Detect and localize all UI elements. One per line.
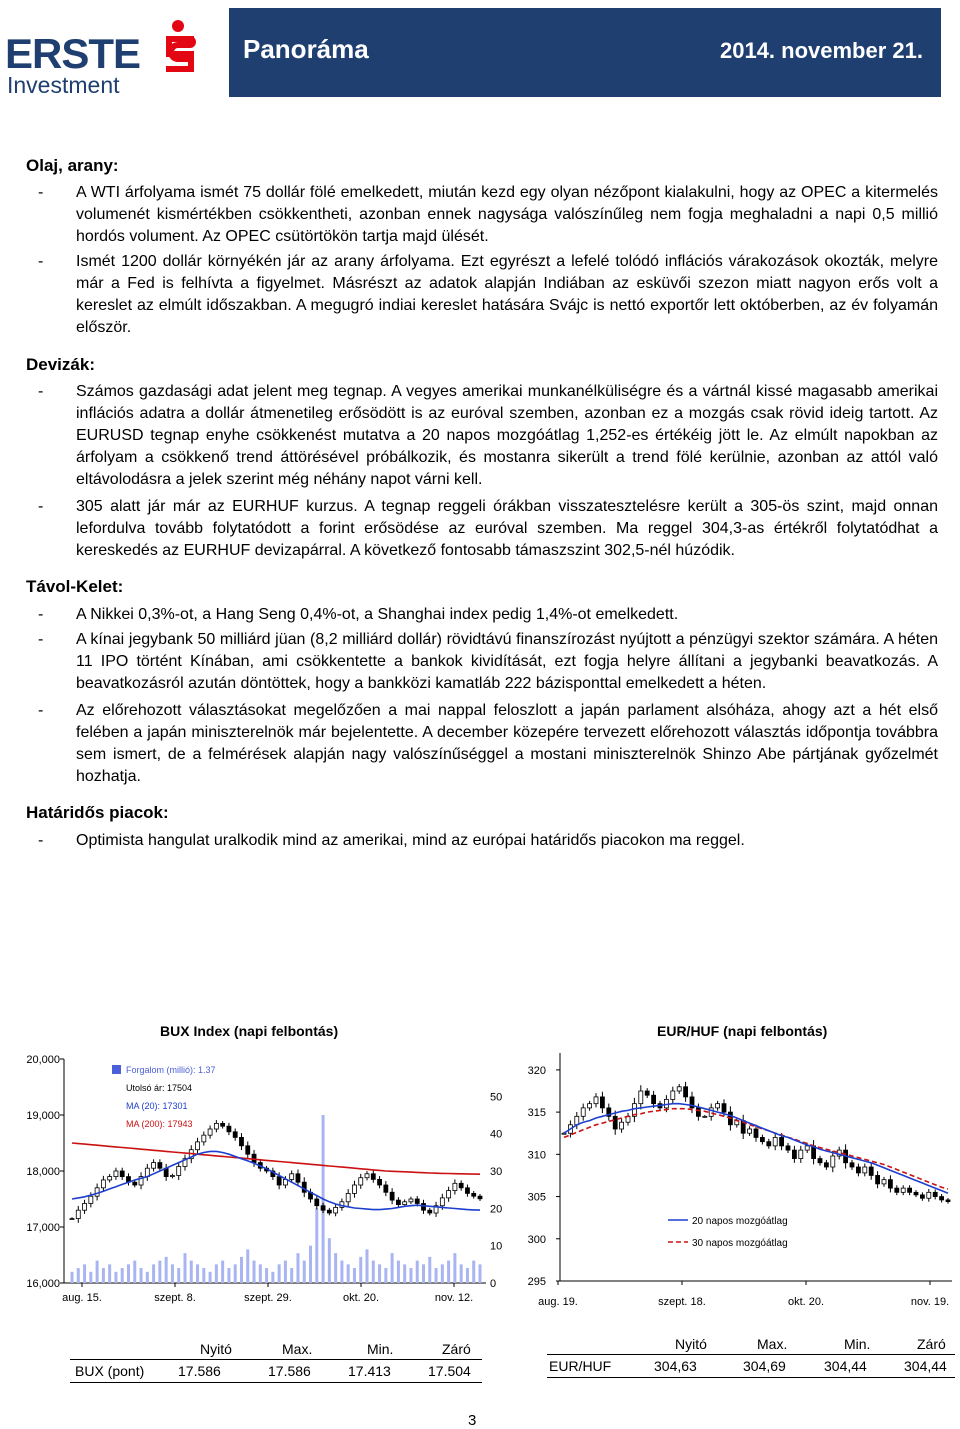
candle-body <box>428 1210 432 1213</box>
legend-swatch <box>112 1065 121 1074</box>
legend-entry: MA (200): 17943 <box>126 1119 193 1129</box>
volume-bar <box>196 1264 199 1283</box>
candle-body <box>863 1167 867 1173</box>
candle-body <box>767 1142 771 1146</box>
volume-bar <box>271 1272 274 1283</box>
section-title: Távol-Kelet: <box>26 577 124 596</box>
candle-body <box>478 1196 482 1199</box>
volume-bar <box>259 1264 262 1283</box>
quote-close: 17.504 <box>428 1363 471 1379</box>
section-title: Határidős piacok: <box>26 803 169 822</box>
volume-bar <box>183 1253 186 1283</box>
volume-bar <box>403 1264 406 1283</box>
volume-bar <box>121 1268 124 1283</box>
volume-bar <box>472 1261 475 1283</box>
quote-open: 304,63 <box>654 1358 697 1374</box>
volume-bar <box>202 1268 205 1283</box>
volume-bar <box>234 1264 237 1283</box>
bullet-text: 305 alatt jár már az EURHUF kurzus. A tegnap reggeli órákban visszatesztelésre került a 305-ös szint, majd onnan lefordulva tovább folytatódott a forint erősödése az euróval szemben. Ma reggel 304,3-as értékről folytatódhat a kereskedés az EURHUF devizapárral. A következő fontosabb támaszszint 302,5-nél húzódik. <box>76 498 938 559</box>
volume-bar <box>127 1264 130 1283</box>
volume-bar <box>303 1261 306 1283</box>
quote-header: Max. <box>282 1341 313 1357</box>
eurhuf-legend <box>668 1216 788 1249</box>
bullet-item <box>26 182 938 248</box>
candle-body <box>352 1185 356 1193</box>
y-tick-label: 18,000 <box>26 1166 60 1178</box>
candle-body <box>652 1095 656 1103</box>
candle-body <box>290 1174 294 1180</box>
bullet-dash: - <box>38 383 44 400</box>
quote-header: Min. <box>367 1341 394 1357</box>
candle-body <box>805 1146 809 1150</box>
y2-tick-label: 0 <box>490 1278 497 1290</box>
candle-body <box>378 1179 382 1185</box>
x-tick-label: aug. 19. <box>538 1296 578 1308</box>
volume-bar <box>158 1261 161 1283</box>
volume-bar <box>171 1264 174 1283</box>
candle-body <box>396 1200 400 1204</box>
report-body <box>26 155 938 852</box>
bullet-dash: - <box>38 702 44 719</box>
volume-bar <box>353 1268 356 1283</box>
candle-body <box>76 1210 80 1218</box>
y-tick-label: 320 <box>527 1064 546 1077</box>
volume-bar <box>146 1272 149 1283</box>
candle-body <box>773 1137 777 1145</box>
y-tick-label: 295 <box>527 1276 546 1288</box>
candle-body <box>170 1175 174 1176</box>
candle-body <box>696 1108 700 1116</box>
page-title: Panoráma <box>243 34 369 64</box>
section-title: Devizák: <box>26 355 95 374</box>
volume-bar <box>334 1253 337 1283</box>
candle-body <box>327 1210 331 1213</box>
candle-body <box>888 1180 892 1188</box>
candle-body <box>440 1198 444 1206</box>
bullet-dash: - <box>38 253 44 270</box>
y2-tick-label: 30 <box>490 1166 503 1178</box>
volume-bar <box>209 1272 212 1283</box>
bux-quote-table <box>70 1340 482 1385</box>
y2-tick-label: 20 <box>490 1203 503 1216</box>
volume-bar <box>372 1261 375 1283</box>
volume-bar <box>227 1268 230 1283</box>
candle-body <box>472 1193 476 1196</box>
candle-body <box>152 1163 156 1169</box>
candle-body <box>447 1191 451 1198</box>
bux-chart <box>0 1045 510 1310</box>
brand-sub: Investment <box>7 72 120 98</box>
candle-body <box>359 1178 363 1185</box>
candle-body <box>296 1174 300 1182</box>
candle-body <box>365 1174 369 1178</box>
candle-body <box>101 1180 105 1188</box>
section-futures <box>26 802 938 852</box>
x-tick-label: szept. 8. <box>154 1292 196 1304</box>
candle-body <box>818 1159 822 1163</box>
bullet-text: Optimista hangulat uralkodik mind az amerikai, mind az európai határidős piacokon ma reggel. <box>76 832 745 849</box>
candle-body <box>946 1200 950 1202</box>
quote-header: Max. <box>757 1336 788 1352</box>
volume-bar <box>133 1261 136 1283</box>
bullet-text: A kínai jegybank 50 milliárd jüan (8,2 milliárd dollár) rövidtávú finanszírozást nyújtott a pénzügyi szektor számára. A héten 11 IPO történt Kínában, ami csökkentette a bankok kividítását, ezt fogja helyre állítani a jegybanki beavatkozás. A beavatkozásról azután döntöttek, hogy a bankközi kamatláb 222 bázisponttal emelkedett a héten. <box>76 631 938 692</box>
y2-tick-label: 40 <box>490 1128 503 1141</box>
candle-body <box>239 1137 243 1145</box>
page-number: 3 <box>468 1412 477 1429</box>
quote-low: 304,44 <box>824 1358 867 1374</box>
bullet-item <box>26 251 938 339</box>
candle-body <box>908 1188 912 1192</box>
candle-body <box>246 1146 250 1154</box>
candle-body <box>933 1192 937 1196</box>
volume-bar <box>177 1268 180 1283</box>
eurhuf-chart-title: EUR/HUF (napi felbontás) <box>657 1023 828 1039</box>
volume-bar <box>466 1268 469 1283</box>
bux-volume-bars <box>71 1115 482 1283</box>
volume-bar <box>221 1261 224 1283</box>
table-rule <box>547 1354 955 1355</box>
bullet-item <box>26 496 938 562</box>
candle-body <box>581 1108 585 1116</box>
candle-body <box>114 1171 118 1177</box>
quote-close: 304,44 <box>904 1358 947 1374</box>
bullet-text: A WTI árfolyama ismét 75 dollár fölé emelkedett, miután kezd egy olyan nézőpont kialakulni, hogy az OPEC a kitermelés volumenét kismértékben csökkentheti, azonban ennek nagysága valószínűleg nem fogja meghaladni a napi 0,5 millió hordós volument. Az OPEC csütörtökön tartja majd ülését. <box>76 184 938 245</box>
volume-bar <box>77 1268 80 1283</box>
volume-bar <box>71 1272 74 1283</box>
volume-bar <box>102 1268 105 1283</box>
y-tick-label: 310 <box>527 1149 546 1162</box>
candle-body <box>346 1193 350 1201</box>
candle-body <box>639 1091 643 1104</box>
table-rule <box>70 1359 482 1360</box>
volume-bar <box>215 1264 218 1283</box>
candle-body <box>89 1196 93 1203</box>
candle-body <box>940 1197 944 1200</box>
candle-body <box>158 1163 162 1169</box>
candle-body <box>422 1203 426 1210</box>
x-tick-label: nov. 12. <box>434 1292 474 1304</box>
report-date: 2014. november 21. <box>719 38 923 63</box>
candle-body <box>214 1123 218 1129</box>
candle-body <box>334 1207 338 1213</box>
bullet-text: A Nikkei 0,3%-ot, a Hang Seng 0,4%-ot, a Shanghai index pedig 1,4%-ot emelkedett. <box>76 606 679 623</box>
candle-body <box>786 1146 790 1150</box>
bullet-text: Ismét 1200 dollár környékén jár az arany árfolyama. Ezt egyrészt a lefelé tolódó inflációs várakozások okozták, melyre már a Fed is felhívta a figyelmet. Másrészt az adatok alapján Indiában az esküvői szezon miatt nagyon erős volt a kereslet az elmúlt időszakban. A megugró indiai kereslet hatására Svájc is nettó exportőr lett októberben, az év folyamán először. <box>76 253 938 336</box>
y2-tick-label: 50 <box>490 1091 503 1104</box>
volume-bar <box>441 1264 444 1283</box>
volume-bar <box>296 1253 299 1283</box>
table-rule <box>70 1382 482 1383</box>
candle-body <box>927 1192 931 1198</box>
volume-bar <box>83 1264 86 1283</box>
candle-body <box>716 1104 720 1108</box>
legend-entry: 20 napos mozgóátlag <box>692 1216 788 1227</box>
y2-tick-label: 10 <box>490 1240 503 1253</box>
candle-body <box>221 1123 225 1126</box>
candle-body <box>588 1104 592 1108</box>
candle-body <box>120 1171 124 1177</box>
quote-low: 17.413 <box>348 1363 391 1379</box>
candle-body <box>302 1182 306 1192</box>
legend-entry: 30 napos mozgóátlag <box>692 1238 788 1249</box>
bux-candles <box>70 1120 482 1223</box>
bullet-dash: - <box>38 631 44 648</box>
y-tick-label: 16,000 <box>26 1278 60 1290</box>
y-tick-label: 19,000 <box>26 1110 60 1122</box>
volume-bar <box>108 1264 111 1283</box>
volume-bar <box>378 1264 381 1283</box>
eurhuf-quote-table <box>547 1335 955 1380</box>
volume-bar <box>278 1264 281 1283</box>
candle-body <box>594 1097 598 1104</box>
quote-header: Nyitó <box>675 1336 707 1352</box>
x-tick-label: okt. 20. <box>787 1296 825 1308</box>
candle-body <box>671 1091 675 1099</box>
candle-body <box>703 1116 707 1117</box>
volume-bar <box>140 1268 143 1283</box>
header-banner <box>229 8 941 97</box>
candle-body <box>600 1097 604 1108</box>
bullet-item <box>26 700 938 788</box>
bullet-item <box>26 604 938 626</box>
volume-bar <box>384 1268 387 1283</box>
candle-body <box>754 1129 758 1137</box>
candle-body <box>409 1199 413 1202</box>
candle-body <box>831 1156 835 1167</box>
candle-body <box>384 1185 388 1192</box>
volume-bar <box>397 1261 400 1283</box>
volume-bar <box>190 1261 193 1283</box>
ma200-line <box>72 1143 480 1174</box>
candle-body <box>780 1137 784 1145</box>
volume-bar <box>290 1268 293 1283</box>
eurhuf-candles <box>562 1082 950 1204</box>
candle-body <box>83 1203 87 1210</box>
legend-entry: Forgalom (millió): 1.37 <box>126 1065 216 1075</box>
bullet-dash: - <box>38 184 44 201</box>
volume-bar <box>359 1257 362 1283</box>
candle-body <box>459 1183 463 1187</box>
candle-body <box>613 1116 617 1129</box>
volume-bar <box>246 1249 249 1283</box>
candle-body <box>920 1195 924 1198</box>
eurhuf-chart <box>510 1045 960 1315</box>
sparkasse-s-icon <box>166 20 196 74</box>
candle-body <box>202 1135 206 1142</box>
bullet-text: Az előrehozott választásokat megelőzően a mai nappal feloszlott a japán parlament alsóháza, ahogy azt a hét első felében a japán miniszterelnök már bejelentette. A december közepére tervezett előrehozott választás időpontja továbbra sem ismert, de a felmérések alapján nagy valószínűséggel a mostani miniszterelnök Shinzo Abe pártjának győzelmét hozhatja. <box>76 702 938 785</box>
volume-bar <box>422 1264 425 1283</box>
bux-legend <box>112 1065 216 1129</box>
section-far-east <box>26 576 938 788</box>
candle-body <box>315 1199 319 1206</box>
bux-chart-title: BUX Index (napi felbontás) <box>160 1023 339 1039</box>
section-currencies <box>26 354 938 562</box>
quote-high: 17.586 <box>268 1363 311 1379</box>
legend-entry: MA (20): 17301 <box>126 1101 188 1111</box>
erste-investment-logo <box>0 8 220 98</box>
candle-body <box>709 1108 713 1116</box>
candle-body <box>465 1188 469 1194</box>
volume-bar <box>114 1272 117 1283</box>
candle-body <box>227 1126 231 1132</box>
quote-label: BUX (pont) <box>75 1363 145 1379</box>
volume-bar <box>366 1249 369 1283</box>
volume-bar <box>460 1264 463 1283</box>
quote-high: 304,69 <box>743 1358 786 1374</box>
section-oil-gold <box>26 155 938 339</box>
candle-body <box>645 1091 649 1095</box>
bullet-text: Számos gazdasági adat jelent meg tegnap. A vegyes amerikai munkanélküliségre és a vártnál kissé magasabb amerikai inflációs adatra a dollár átmenetileg erősödött is az euróval szemben, azonban ez a mozgás csak rövid ideig tartott. Az EURUSD tegnap enyhe csökkenést mutatva a 20 napos mozgóátlag 1,252-es értékéig jött le. Az elmúlt napokban az árfolyam a csökkenő trend áttörésével próbálkozik, és mostanra sikerült a trend fölé kerülnie, azonban az attól való eltávolodásra a jelek szerint még néhány napot várni kell. <box>76 383 938 488</box>
bullet-item <box>26 381 938 491</box>
candle-body <box>196 1142 200 1150</box>
volume-bar <box>347 1264 350 1283</box>
x-tick-label: aug. 15. <box>62 1292 102 1304</box>
volume-bar <box>165 1257 168 1283</box>
candle-body <box>748 1129 752 1133</box>
volume-bar <box>253 1261 256 1283</box>
candle-body <box>321 1206 325 1210</box>
candle-body <box>453 1183 457 1190</box>
volume-bar <box>479 1264 482 1283</box>
candle-body <box>133 1182 137 1185</box>
candle-body <box>403 1202 407 1205</box>
volume-bar <box>340 1261 343 1283</box>
candle-body <box>876 1175 880 1183</box>
candle-body <box>208 1129 212 1135</box>
volume-bar <box>240 1257 243 1283</box>
volume-bar <box>152 1264 155 1283</box>
section-title: Olaj, arany: <box>26 156 119 175</box>
candle-body <box>95 1188 99 1196</box>
volume-bar <box>391 1253 394 1283</box>
candle-body <box>677 1087 681 1091</box>
candle-body <box>371 1174 375 1180</box>
candle-body <box>760 1137 764 1141</box>
candle-body <box>722 1104 726 1112</box>
candle-body <box>620 1122 624 1129</box>
candle-body <box>895 1188 899 1192</box>
candle-body <box>850 1163 854 1167</box>
brand-name: ERSTE <box>5 30 141 77</box>
volume-bar <box>265 1268 268 1283</box>
volume-bar <box>315 1208 318 1283</box>
table-rule <box>547 1377 955 1378</box>
volume-bar <box>89 1272 92 1283</box>
volume-bar <box>453 1253 456 1283</box>
volume-bar <box>428 1257 431 1283</box>
volume-bar <box>409 1268 412 1283</box>
volume-bar <box>328 1238 331 1283</box>
y-tick-label: 315 <box>527 1107 546 1120</box>
x-tick-label: okt. 20. <box>342 1292 380 1304</box>
bullet-dash: - <box>38 606 44 623</box>
candle-body <box>233 1132 237 1138</box>
bullet-item <box>26 830 938 852</box>
y-tick-label: 20,000 <box>26 1054 60 1066</box>
candle-body <box>869 1167 873 1175</box>
candle-body <box>901 1188 905 1192</box>
bullet-dash: - <box>38 832 44 849</box>
x-tick-label: szept. 18. <box>658 1296 706 1308</box>
y-tick-label: 17,000 <box>26 1222 60 1234</box>
quote-header: Nyitó <box>200 1341 232 1357</box>
candle-body <box>882 1180 886 1184</box>
candle-body <box>856 1167 860 1173</box>
volume-bar <box>447 1261 450 1283</box>
candle-body <box>177 1167 181 1176</box>
quote-header: Záró <box>442 1341 471 1357</box>
volume-bar <box>96 1261 99 1283</box>
x-tick-label: nov. 19. <box>910 1296 950 1308</box>
quote-open: 17.586 <box>178 1363 221 1379</box>
volume-bar <box>284 1261 287 1283</box>
quote-label: EUR/HUF <box>549 1358 612 1374</box>
candle-body <box>799 1150 803 1158</box>
candle-body <box>684 1087 688 1097</box>
candle-body <box>108 1177 112 1180</box>
quote-header: Záró <box>917 1336 946 1352</box>
candle-body <box>70 1219 74 1220</box>
candle-body <box>792 1150 796 1158</box>
bullet-dash: - <box>38 498 44 515</box>
bullet-item <box>26 629 938 695</box>
x-tick-label: szept. 29. <box>244 1292 292 1304</box>
quote-header: Min. <box>844 1336 871 1352</box>
candle-body <box>914 1192 918 1195</box>
y-tick-label: 305 <box>527 1191 546 1204</box>
candle-body <box>277 1177 281 1185</box>
y-tick-label: 300 <box>527 1233 546 1246</box>
candle-body <box>390 1192 394 1200</box>
volume-bar <box>309 1246 312 1283</box>
volume-bar <box>416 1261 419 1283</box>
legend-entry: Utolsó ár: 17504 <box>126 1083 193 1093</box>
candle-body <box>562 1133 566 1134</box>
volume-bar <box>435 1268 438 1283</box>
candle-body <box>824 1163 828 1167</box>
candle-body <box>415 1199 419 1203</box>
